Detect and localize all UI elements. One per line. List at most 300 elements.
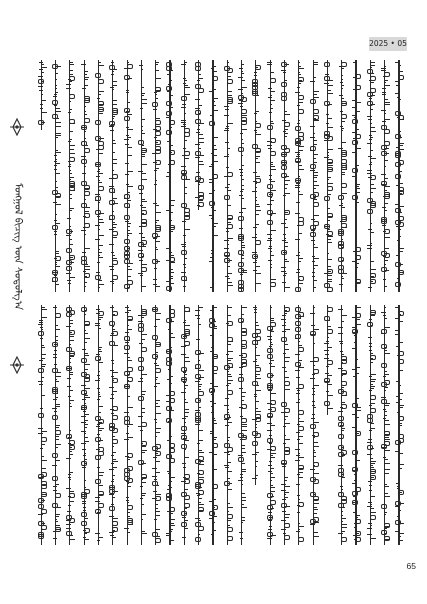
glyph-stroke: [310, 313, 315, 314]
glyph-stroke: [256, 411, 261, 412]
glyph-loop: [255, 123, 261, 128]
glyph-stroke: [228, 489, 232, 490]
glyph-stroke: [70, 539, 75, 540]
glyph-stroke: [356, 102, 361, 103]
glyph-stroke: [142, 179, 147, 180]
glyph-loop: [98, 503, 104, 508]
page-number: 65: [406, 561, 416, 571]
glyph-stroke: [271, 181, 275, 182]
glyph-stroke: [338, 533, 343, 534]
glyph-loop: [352, 195, 358, 200]
glyph-stroke: [198, 125, 200, 126]
glyph-stroke: [285, 212, 288, 213]
glyph-stroke: [311, 240, 315, 241]
glyph-stroke: [183, 382, 186, 383]
glyph-stroke: [298, 62, 300, 63]
glyph-loop: [324, 62, 330, 67]
glyph-stroke: [140, 378, 143, 379]
glyph-stroke: [240, 474, 243, 475]
glyph-stroke: [312, 394, 315, 395]
glyph-stroke: [271, 393, 276, 394]
glyph-stroke: [198, 534, 200, 535]
glyph-stroke: [296, 531, 300, 532]
glyph-loop: [127, 505, 133, 510]
glyph-stroke: [38, 381, 43, 382]
glyph-stroke: [284, 435, 286, 436]
glyph-stroke: [170, 383, 172, 384]
glyph-stroke: [385, 463, 390, 464]
glyph-stroke: [213, 530, 216, 531]
text-line: [379, 60, 390, 292]
text-line: [150, 305, 161, 545]
glyph-stroke: [342, 68, 344, 69]
text-line: [207, 60, 218, 292]
glyph-loop: [124, 239, 130, 244]
glyph-stroke: [353, 332, 357, 333]
glyph-stroke: [56, 152, 61, 153]
glyph-stroke: [285, 514, 290, 515]
glyph-stroke: [269, 194, 272, 195]
glyph-stroke: [170, 231, 173, 232]
glyph-stroke: [211, 253, 214, 254]
glyph-stroke: [66, 88, 71, 89]
glyph-stroke: [156, 511, 160, 512]
glyph-stroke: [209, 215, 214, 216]
glyph-stroke: [384, 390, 386, 391]
glyph-stroke: [371, 538, 376, 539]
glyph-stroke: [285, 439, 290, 440]
glyph-stroke: [242, 463, 245, 464]
glyph-stroke: [385, 347, 387, 348]
glyph-stroke: [213, 420, 216, 421]
glyph-stroke: [156, 142, 158, 143]
glyph-stroke: [185, 489, 188, 490]
glyph-stroke: [213, 149, 217, 150]
glyph-stroke: [385, 424, 390, 425]
glyph-stroke: [113, 143, 116, 144]
glyph-stroke: [82, 449, 86, 450]
glyph-stroke: [356, 267, 358, 268]
glyph-stroke: [128, 230, 130, 231]
glyph-stroke: [385, 486, 389, 487]
glyph-stroke: [138, 416, 143, 417]
glyph-stroke: [70, 123, 75, 124]
glyph-stroke: [184, 513, 186, 514]
glyph-stroke: [210, 335, 214, 336]
glyph-stroke: [285, 506, 290, 507]
glyph-stroke: [328, 320, 330, 321]
glyph-stroke: [84, 480, 86, 481]
text-line: [50, 60, 61, 292]
glyph-stroke: [328, 104, 332, 105]
glyph-stroke: [66, 520, 71, 521]
glyph-stroke: [110, 307, 114, 308]
glyph-stroke: [369, 343, 372, 344]
glyph-stroke: [256, 283, 261, 284]
glyph-stroke: [211, 534, 214, 535]
glyph-stroke: [166, 117, 171, 118]
glyph-stroke: [95, 325, 100, 326]
glyph-stroke: [168, 329, 171, 330]
glyph-stroke: [142, 87, 144, 88]
glyph-stroke: [369, 139, 372, 140]
glyph-stroke: [399, 71, 403, 72]
glyph-stroke: [195, 99, 200, 100]
glyph-stroke: [184, 388, 186, 389]
glyph-loop: [166, 111, 172, 116]
glyph-stroke: [314, 120, 319, 121]
glyph-stroke: [369, 164, 372, 165]
glyph-stroke: [242, 165, 244, 166]
glyph-stroke: [84, 111, 86, 112]
glyph-stroke: [385, 415, 387, 416]
glyph-loop: [112, 275, 118, 280]
glyph-stroke: [328, 239, 331, 240]
glyph-stroke: [310, 137, 315, 138]
glyph-stroke: [113, 198, 117, 199]
glyph-stroke: [299, 261, 301, 262]
glyph-stroke: [252, 454, 257, 455]
glyph-stroke: [70, 323, 73, 324]
glyph-stroke: [256, 214, 259, 215]
glyph-stroke: [56, 376, 61, 377]
glyph-stroke: [342, 103, 346, 104]
glyph-stroke: [396, 402, 400, 403]
glyph-stroke: [271, 487, 275, 488]
glyph-stroke: [226, 167, 229, 168]
glyph-stroke: [210, 351, 214, 352]
glyph-stroke: [255, 187, 257, 188]
glyph-stroke: [185, 280, 187, 281]
glyph-stroke: [256, 273, 261, 274]
glyph-stroke: [82, 173, 86, 174]
glyph-stroke: [183, 264, 186, 265]
glyph-stroke: [296, 272, 300, 273]
glyph-stroke: [269, 461, 272, 462]
glyph-stroke: [170, 540, 174, 541]
glyph-stroke: [52, 465, 57, 466]
glyph-stroke: [169, 445, 171, 446]
glyph-stroke: [142, 463, 146, 464]
glyph-stroke: [84, 199, 86, 200]
glyph-stroke: [142, 156, 145, 157]
glyph-stroke: [270, 104, 272, 105]
glyph-stroke: [256, 67, 258, 68]
glyph-stroke: [385, 99, 388, 100]
glyph-stroke: [285, 261, 289, 262]
glyph-stroke: [125, 144, 129, 145]
glyph-stroke: [81, 64, 86, 65]
text-line: [393, 60, 404, 292]
glyph-stroke: [210, 115, 214, 116]
glyph-stroke: [56, 108, 60, 109]
glyph-stroke: [224, 240, 229, 241]
glyph-stroke: [199, 370, 204, 371]
glyph-stroke: [395, 81, 400, 82]
glyph-stroke: [371, 448, 374, 449]
glyph-stroke: [69, 479, 71, 480]
glyph-stroke: [268, 416, 272, 417]
glyph-stroke: [270, 251, 272, 252]
glyph-stroke: [296, 393, 300, 394]
glyph-stroke: [52, 281, 57, 282]
glyph-loop: [395, 153, 401, 158]
glyph-stroke: [84, 106, 86, 107]
glyph-stroke: [241, 522, 243, 523]
glyph-loop: [324, 401, 330, 406]
glyph-stroke: [314, 499, 319, 500]
glyph-stroke: [371, 232, 374, 233]
glyph-stroke: [85, 266, 90, 267]
text-line: [322, 305, 333, 415]
glyph-stroke: [399, 99, 401, 100]
glyph-stroke: [38, 86, 43, 87]
glyph-stroke: [384, 514, 386, 515]
glyph-stroke: [370, 223, 372, 224]
glyph-stroke: [295, 338, 300, 339]
glyph-stroke: [199, 461, 204, 462]
glyph-stroke: [68, 496, 71, 497]
glyph-loop: [66, 312, 72, 317]
glyph-stroke: [241, 155, 243, 156]
text-line: [207, 305, 218, 545]
glyph-loop: [238, 236, 244, 241]
glyph-stroke: [356, 398, 359, 399]
glyph-stroke: [156, 472, 160, 473]
glyph-stroke: [85, 85, 88, 86]
glyph-stroke: [314, 91, 319, 92]
glyph-stroke: [128, 266, 130, 267]
glyph-stroke: [213, 98, 218, 99]
glyph-stroke: [156, 319, 160, 320]
glyph-stroke: [212, 449, 214, 450]
glyph-stroke: [109, 494, 114, 495]
text-line: [393, 305, 404, 545]
glyph-stroke: [42, 460, 47, 461]
glyph-loop: [270, 151, 276, 156]
glyph-stroke: [169, 468, 171, 469]
glyph-loop: [310, 164, 316, 169]
glyph-stroke: [98, 444, 100, 445]
glyph-stroke: [298, 399, 300, 400]
glyph-stroke: [56, 173, 60, 174]
glyph-stroke: [328, 149, 333, 150]
glyph-stroke: [55, 181, 57, 182]
glyph-stroke: [327, 337, 329, 338]
glyph-stroke: [82, 127, 86, 128]
glyph-stroke: [141, 519, 143, 520]
glyph-stroke: [170, 278, 173, 279]
glyph-stroke: [240, 274, 243, 275]
glyph-stroke: [356, 263, 359, 264]
glyph-stroke: [139, 226, 143, 227]
glyph-stroke: [210, 310, 214, 311]
glyph-stroke: [81, 443, 86, 444]
glyph-stroke: [56, 447, 58, 448]
glyph-stroke: [213, 321, 216, 322]
glyph-stroke: [97, 467, 100, 468]
glyph-stroke: [85, 342, 87, 343]
glyph-stroke: [197, 473, 200, 474]
glyph-stroke: [110, 409, 114, 410]
glyph-stroke: [370, 123, 372, 124]
glyph-stroke: [239, 532, 243, 533]
glyph-stroke: [328, 183, 333, 184]
glyph-stroke: [84, 102, 86, 103]
glyph-stroke: [312, 388, 315, 389]
glyph-stroke: [42, 112, 47, 113]
glyph-stroke: [113, 237, 117, 238]
glyph-stroke: [295, 460, 300, 461]
glyph-stroke: [212, 415, 214, 416]
glyph-stroke: [342, 455, 345, 456]
glyph-stroke: [310, 150, 315, 151]
glyph-stroke: [97, 98, 100, 99]
glyph-stroke: [385, 178, 388, 179]
glyph-stroke: [385, 469, 390, 470]
glyph-stroke: [81, 385, 86, 386]
glyph-stroke: [399, 443, 401, 444]
glyph-stroke: [139, 343, 143, 344]
glyph-stroke: [297, 105, 300, 106]
glyph-stroke: [314, 503, 319, 504]
text-line: [350, 60, 361, 292]
glyph-stroke: [324, 226, 329, 227]
glyph-stroke: [369, 390, 372, 391]
glyph-stroke: [153, 106, 157, 107]
glyph-stroke: [384, 264, 386, 265]
text-line: [293, 60, 304, 292]
glyph-stroke: [85, 338, 90, 339]
glyph-stroke: [256, 95, 259, 96]
glyph-stroke: [85, 276, 87, 277]
glyph-stroke: [185, 87, 190, 88]
glyph-stroke: [239, 388, 243, 389]
glyph-stroke: [166, 248, 171, 249]
glyph-stroke: [42, 100, 46, 101]
glyph-stroke: [195, 197, 200, 198]
glyph-stroke: [213, 210, 216, 211]
glyph-stroke: [52, 408, 57, 409]
glyph-stroke: [326, 123, 329, 124]
glyph-stroke: [314, 532, 318, 533]
glyph-stroke: [197, 318, 200, 319]
glyph-stroke: [399, 393, 403, 394]
glyph-stroke: [127, 374, 129, 375]
glyph-stroke: [384, 82, 386, 83]
glyph-stroke: [281, 162, 286, 163]
glyph-stroke: [170, 498, 172, 499]
glyph-stroke: [140, 430, 143, 431]
glyph-stroke: [156, 508, 158, 509]
text-line: [64, 305, 75, 545]
glyph-stroke: [142, 95, 144, 96]
glyph-stroke: [142, 533, 147, 534]
glyph-stroke: [125, 174, 129, 175]
glyph-stroke: [340, 343, 343, 344]
glyph-stroke: [282, 367, 286, 368]
glyph-stroke: [169, 76, 171, 77]
glyph-loop: [384, 129, 390, 134]
glyph-stroke: [127, 325, 129, 326]
glyph-stroke: [385, 459, 388, 460]
glyph-stroke: [282, 315, 286, 316]
glyph-stroke: [128, 276, 131, 277]
glyph-stroke: [253, 172, 257, 173]
glyph-stroke: [169, 189, 171, 190]
glyph-loop: [324, 196, 330, 201]
glyph-stroke: [68, 505, 71, 506]
glyph-stroke: [242, 507, 247, 508]
glyph-stroke: [368, 119, 372, 120]
glyph-stroke: [70, 320, 73, 321]
glyph-stroke: [355, 209, 357, 210]
glyph-stroke: [82, 349, 86, 350]
glyph-stroke: [99, 235, 104, 236]
glyph-stroke: [342, 278, 344, 279]
glyph-stroke: [213, 307, 217, 308]
glyph-stroke: [283, 195, 286, 196]
glyph-stroke: [211, 347, 214, 348]
glyph-stroke: [341, 75, 343, 76]
glyph-stroke: [169, 266, 171, 267]
glyph-stroke: [69, 430, 71, 431]
glyph-stroke: [139, 233, 143, 234]
glyph-stroke: [356, 307, 361, 308]
glyph-loop: [169, 458, 175, 463]
glyph-stroke: [83, 530, 86, 531]
glyph-stroke: [299, 367, 304, 368]
glyph-loop: [227, 514, 233, 519]
glyph-stroke: [314, 456, 316, 457]
glyph-stroke: [341, 362, 343, 363]
glyph-stroke: [228, 83, 230, 84]
glyph-stroke: [356, 111, 360, 112]
text-line: [36, 305, 47, 545]
glyph-loop: [98, 186, 104, 191]
glyph-stroke: [152, 153, 157, 154]
glyph-stroke: [340, 82, 343, 83]
glyph-stroke: [369, 430, 372, 431]
glyph-stroke: [198, 184, 200, 185]
glyph-stroke: [371, 381, 375, 382]
glyph-stroke: [68, 141, 71, 142]
glyph-stroke: [211, 406, 214, 407]
glyph-stroke: [270, 387, 272, 388]
glyph-stroke: [228, 478, 230, 479]
glyph-stroke: [352, 176, 357, 177]
glyph-stroke: [98, 83, 100, 84]
glyph-stroke: [197, 80, 200, 81]
glyph-stroke: [56, 204, 61, 205]
glyph-stroke: [327, 311, 329, 312]
glyph-stroke: [268, 97, 272, 98]
text-line: [350, 305, 361, 545]
glyph-stroke: [298, 499, 300, 500]
glyph-stroke: [170, 333, 173, 334]
glyph-stroke: [314, 181, 317, 182]
text-line: [122, 60, 133, 292]
glyph-stroke: [269, 175, 272, 176]
glyph-stroke: [312, 276, 315, 277]
glyph-loop: [166, 361, 172, 366]
glyph-stroke: [227, 62, 229, 63]
glyph-loop: [338, 416, 344, 421]
glyph-stroke: [371, 269, 376, 270]
glyph-stroke: [227, 409, 229, 410]
glyph-stroke: [228, 471, 232, 472]
glyph-loop: [341, 381, 347, 386]
